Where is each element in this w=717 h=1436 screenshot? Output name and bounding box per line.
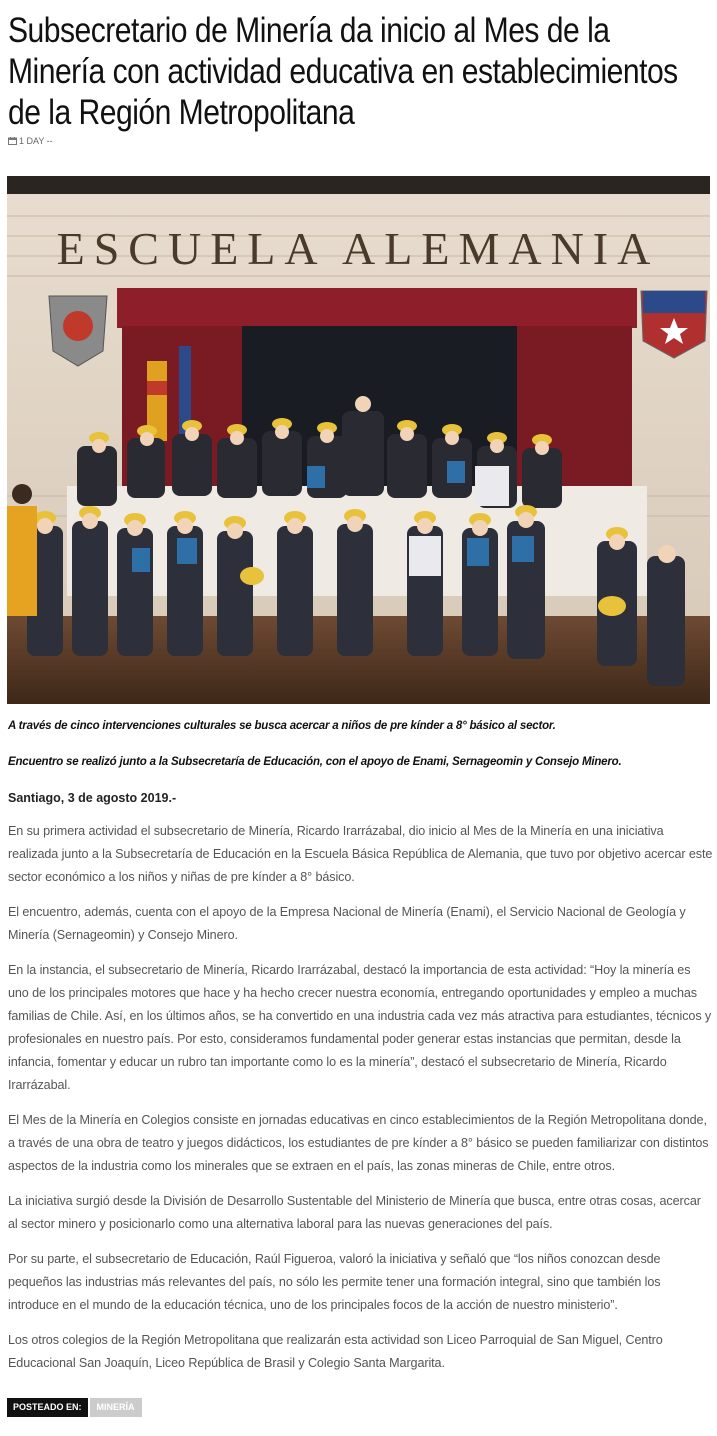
post-categories <box>7 1398 142 1417</box>
paragraph: En su primera actividad el subsecretario de Minería, Ricardo Irarrázabal, dio inicio al Mes de la Minería en una iniciativa realizada junto a la Subsecretaría de Educación en la Escuela Básica República de Alemania, que tuvo por objetivo acercar este sector económico a los niños y niñas de pre kínder a 8° básico. <box>8 824 713 884</box>
article-date: 1 DAY -- <box>19 136 53 146</box>
lead-subtitle-1: A través de cinco intervenciones culturales se busca acercar a niños de pre kínder a 8° básico al sector. <box>8 720 556 732</box>
school-sign: ESCUELA ALEMANIA <box>56 223 660 274</box>
paragraph: Por su parte, el subsecretario de Educación, Raúl Figueroa, valoró la iniciativa y señaló que “los niños conozcan desde pequeños las industrias más relevantes del país, no sólo les permite tener una formación integral, sino que también los introduce en el mundo de la educación técnica, uno de los principales focos de la acción de nuestro ministerio”. <box>8 1252 661 1312</box>
lead-subtitle-2: Encuentro se realizó junto a la Subsecretaría de Educación, con el apoyo de Enami, Sernageomin y Consejo Minero. <box>8 756 622 768</box>
posted-in-label: POSTEADO EN: <box>7 1398 88 1417</box>
article-title: Subsecretario de Minería da inicio al Mes de la Minería con actividad educativa en establecimientos de la Región Metropolitana <box>8 11 678 132</box>
paragraph: El Mes de la Minería en Colegios consiste en jornadas educativas en cinco establecimientos de la Región Metropolitana donde, a través de una obra de teatro y juegos didácticos, los estudiantes de pre kínder a 8° básico se pueden familiarizar con distintos aspectos de la industria como los minerales que se extraen en el país, las zonas mineras de Chile, entre otros. <box>8 1113 709 1173</box>
calendar-icon <box>8 137 17 145</box>
paragraph: Los otros colegios de la Región Metropolitana que realizarán esta actividad son Liceo Parroquial de San Miguel, Centro Educacional San Joaquín, Liceo República de Brasil y Colegio Santa Margarita. <box>8 1333 663 1370</box>
paragraph: El encuentro, además, cuenta con el apoyo de la Empresa Nacional de Minería (Enami), el Servicio Nacional de Geología y Minería (Sernageomin) y Consejo Minero. <box>8 905 686 942</box>
paragraph: La iniciativa surgió desde la División de Desarrollo Sustentable del Ministerio de Minería que busca, entre otras cosas, acercar al sector minero y posicionarlo como una alternativa laboral para las nuevas generaciones del país. <box>8 1194 701 1231</box>
category-tag-mineria[interactable]: MINERÍA <box>90 1398 142 1417</box>
paragraph: En la instancia, el subsecretario de Minería, Ricardo Irarrázabal, destacó la importancia de esta actividad: “Hoy la minería es uno de los principales motores que hace y ha hecho crecer nuestra economía, entregando oportunidades y empleo a muchas familias de Chile. Así, en los últimos años, se ha convertido en una industria cada vez más atractiva para estudiantes, técnicos y profesionales en nuestro país. Por esto, consideramos fundamental poder generar estas instancias que permitan, desde la infancia, fomentar y educar un rubro tan importante como lo es la minería”, destacó el subsecretario de Minería, Ricardo Irarrázabal. <box>8 963 712 1092</box>
article-photo <box>7 176 710 704</box>
dateline: Santiago, 3 de agosto 2019.- <box>8 791 177 805</box>
article-meta <box>8 136 53 146</box>
